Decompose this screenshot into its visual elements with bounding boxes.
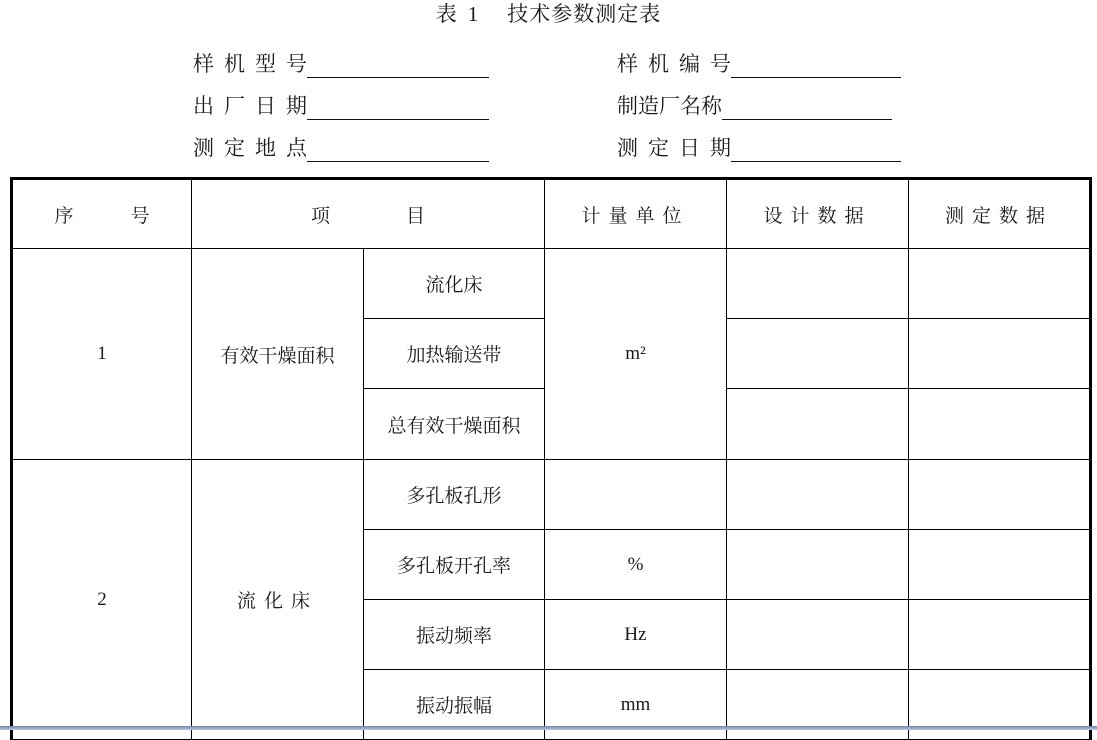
page-bottom-edge: [0, 726, 1097, 730]
parameter-table: [10, 177, 1092, 740]
table-row: [12, 460, 1091, 530]
design-data-cell[interactable]: [727, 389, 909, 460]
field-manufacturer: [617, 90, 892, 120]
field-label: 样机编号: [617, 52, 741, 76]
field-sample-model: [193, 48, 489, 78]
measured-data-cell[interactable]: [909, 319, 1091, 389]
title-prefix: 表: [435, 2, 458, 26]
item-cell: 有效干燥面积: [192, 249, 364, 460]
field-input-factory-date[interactable]: [307, 95, 489, 120]
field-label: 样机型号: [193, 52, 317, 76]
subitem-cell: 多孔板孔形: [364, 460, 545, 530]
design-data-cell[interactable]: [727, 600, 909, 670]
design-data-cell[interactable]: [727, 319, 909, 389]
field-label: 出厂日期: [193, 94, 317, 118]
unit-cell: m²: [545, 249, 727, 460]
field-sample-number: [617, 48, 901, 78]
design-data-cell[interactable]: [727, 249, 909, 319]
seq-cell: 1: [12, 249, 192, 460]
field-test-date: [617, 132, 901, 162]
field-input-manufacturer[interactable]: [722, 95, 892, 120]
subitem-cell: 振动振幅: [364, 670, 545, 740]
field-input-test-location[interactable]: [307, 137, 489, 162]
measured-data-cell[interactable]: [909, 460, 1091, 530]
field-input-sample-number[interactable]: [731, 53, 901, 78]
seq-cell: 2: [12, 460, 192, 740]
subitem-cell: 流化床: [364, 249, 545, 319]
measured-data-cell[interactable]: [909, 249, 1091, 319]
subitem-cell: 振动频率: [364, 600, 545, 670]
field-factory-date: [193, 90, 489, 120]
header-item: 项 目: [192, 179, 545, 249]
subitem-cell: 总有效干燥面积: [364, 389, 545, 460]
measured-data-cell[interactable]: [909, 600, 1091, 670]
table-header-row: [12, 179, 1091, 249]
field-input-sample-model[interactable]: [307, 53, 489, 78]
measured-data-cell[interactable]: [909, 389, 1091, 460]
unit-cell: Hz: [545, 600, 727, 670]
unit-cell: [545, 460, 727, 530]
subitem-cell: 多孔板开孔率: [364, 530, 545, 600]
measured-data-cell[interactable]: [909, 530, 1091, 600]
field-label: 测定日期: [617, 136, 741, 160]
header-seq: 序 号: [12, 179, 192, 249]
field-label: 测定地点: [193, 136, 317, 160]
title-text: 技术参数测定表: [507, 2, 662, 26]
header-measured-data: 测定数据: [909, 179, 1091, 249]
field-label: 制造厂名称: [617, 94, 722, 118]
header-unit: 计量单位: [545, 179, 727, 249]
field-input-test-date[interactable]: [731, 137, 901, 162]
header-design-data: 设计数据: [727, 179, 909, 249]
table-row: [12, 249, 1091, 319]
title-number: 1: [467, 2, 480, 26]
unit-cell: %: [545, 530, 727, 600]
design-data-cell[interactable]: [727, 460, 909, 530]
design-data-cell[interactable]: [727, 530, 909, 600]
item-cell: 流化床: [192, 460, 364, 740]
unit-cell: mm: [545, 670, 727, 740]
table-title: [0, 0, 1097, 28]
subitem-cell: 加热输送带: [364, 319, 545, 389]
field-test-location: [193, 132, 489, 162]
